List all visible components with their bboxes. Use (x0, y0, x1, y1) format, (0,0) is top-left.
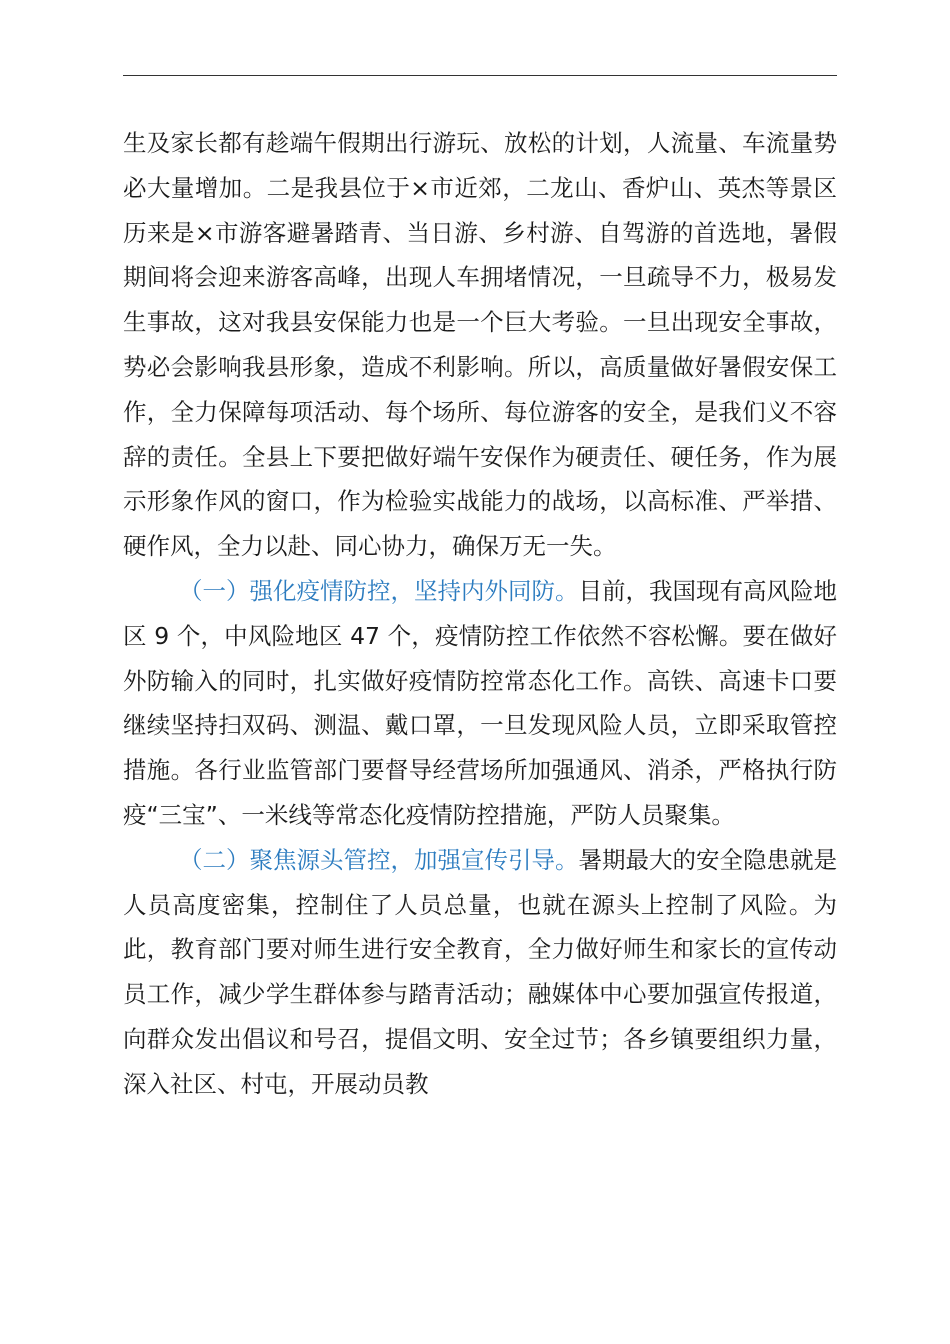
paragraph-source-control (123, 838, 837, 1107)
paragraph-text: 生及家长都有趁端午假期出行游玩、放松的计划，人流量、车流量势必大量增加。二是我县位于×市近郊，二龙山、香炉山、英杰等景区历来是×市游客避暑踏青、当日游、乡村游、自驾游的首选地，暑假期间将会迎来游客高峰，出现人车拥堵情况，一旦疏导不力，极易发生事故，这对我县安保能力也是一个巨大考验。一旦出现安全事故，势必会影响我县形象，造成不利影响。所以，高质量做好暑假安保工作，全力保障每项活动、每个场所、每位游客的安全，是我们义不容辞的责任。全县上下要把做好端午安保作为硬责任、硬任务，作为展示形象作风的窗口，作为检验实战能力的战场，以高标准、严举措、硬作风，全力以赴、同心协力，确保万无一失。 (123, 129, 837, 561)
paragraph-continuation (123, 121, 837, 569)
section-heading-epidemic-control: （一）强化疫情防控，坚持内外同防。 (179, 576, 579, 605)
header-rule (123, 75, 837, 76)
paragraph-epidemic-control (123, 569, 837, 838)
paragraph-text: 目前，我国现有高风险地区 9 个，中风险地区 47 个，疫情防控工作依然不容松懈。要在做好外防输入的同时，扎实做好疫情防控常态化工作。高铁、高速卡口要继续坚持扫双码、测温、戴口罩，一旦发现风险人员，立即采取管控措施。各行业监管部门要督导经营场所加强通风、消杀，严格执行防疫“三宝”、一米线等常态化疫情防控措施，严防人员聚集。 (123, 576, 837, 829)
document-body (123, 121, 837, 1107)
paragraph-text: 暑期最大的安全隐患就是人员高度密集，控制住了人员总量，也就在源头上控制了风险。为此，教育部门要对师生进行安全教育，全力做好师生和家长的宣传动员工作，减少学生群体参与踏青活动；融媒体中心要加强宣传报道，向群众发出倡议和号召，提倡文明、安全过节；各乡镇要组织力量，深入社区、村屯，开展动员教 (123, 845, 837, 1098)
section-heading-source-control: （二）聚焦源头管控，加强宣传引导。 (179, 845, 579, 874)
